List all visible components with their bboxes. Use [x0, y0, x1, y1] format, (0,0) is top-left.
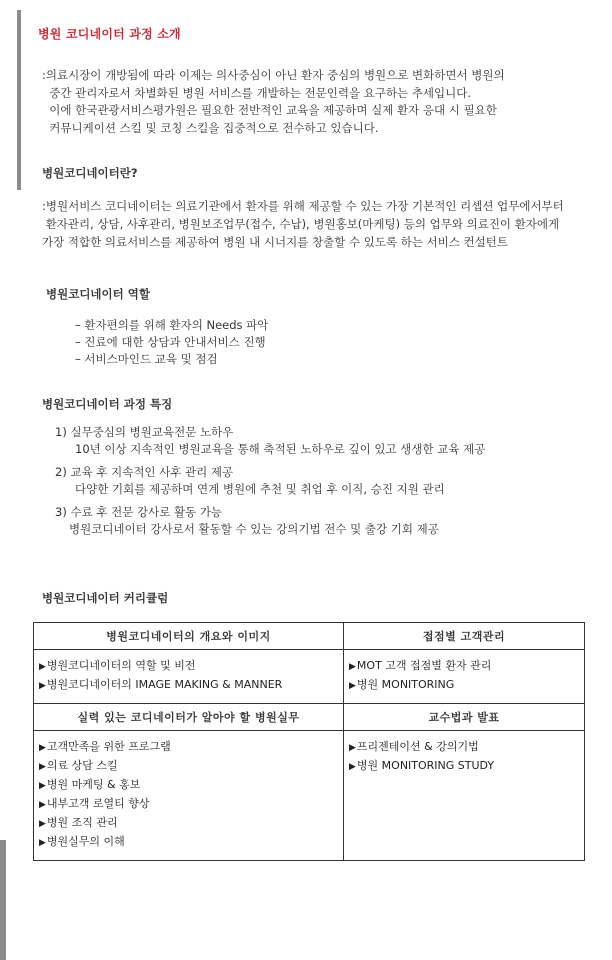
feature-title: 2) 교육 후 지속적인 사후 관리 제공: [55, 465, 234, 479]
curriculum-item: [39, 738, 339, 757]
triangle-bullet-icon: ▶: [39, 800, 46, 810]
curriculum-header: 병원코디네이터의 개요와 이미지: [34, 623, 344, 650]
feature-title: 3) 수료 후 전문 강사로 활동 가능: [55, 505, 223, 519]
curriculum-cell: [34, 731, 344, 861]
curriculum-item: [349, 676, 580, 695]
role-list: [75, 317, 268, 368]
curriculum-cell: [34, 650, 344, 704]
intro-line: :의료시장이 개방됨에 따라 이제는 의사중심이 아닌 환자 중심의 병원으로 변화하면서 병원의: [42, 68, 505, 82]
triangle-bullet-icon: ▶: [39, 662, 46, 672]
curriculum-item: [39, 657, 339, 676]
curriculum-item-text: 병원실무의 이해: [46, 835, 125, 848]
role-heading: 병원코디네이터 역할: [46, 287, 150, 301]
left-accent-bar: [17, 10, 21, 190]
triangle-bullet-icon: ▶: [349, 681, 356, 691]
curriculum-item-text: 병원 MONITORING: [356, 678, 455, 691]
curriculum-item-text: 고객만족을 위한 프로그램: [46, 740, 171, 753]
curriculum-item: [39, 795, 339, 814]
curriculum-item: [39, 757, 339, 776]
triangle-bullet-icon: ▶: [349, 662, 356, 672]
curriculum-item-text: 병원 마케팅 & 홍보: [46, 778, 141, 791]
intro-line: 중간 관리자로서 차별화된 병원 서비스를 개발하는 전문인력을 요구하는 추세입니다.: [42, 85, 472, 100]
features-heading: 병원코디네이터 과정 특징: [42, 397, 173, 411]
intro-line: 커뮤니케이션 스킬 및 코칭 스킬을 집중적으로 전수하고 있습니다.: [42, 120, 379, 135]
curriculum-item-text: 병원 MONITORING STUDY: [356, 759, 495, 772]
curriculum-item-text: 프리젠테이션 & 강의기법: [356, 740, 479, 753]
role-item: – 서비스마인드 교육 및 점검: [75, 352, 218, 366]
page-title: 병원 코디네이터 과정 소개: [38, 27, 181, 41]
triangle-bullet-icon: ▶: [349, 743, 356, 753]
curriculum-cell: [344, 650, 585, 704]
curriculum-item-text: 병원코디네이터의 IMAGE MAKING & MANNER: [46, 678, 283, 691]
features-list: [55, 424, 485, 544]
curriculum-item: [39, 676, 339, 695]
curriculum-cell: [344, 731, 585, 861]
curriculum-item-text: MOT 고객 접점별 환자 관리: [356, 659, 492, 672]
curriculum-table: [33, 622, 585, 861]
what-line: 가장 적합한 의료서비스를 제공하여 병원 내 시너지를 창출할 수 있도록 하는 서비스 컨설턴트: [42, 235, 509, 249]
triangle-bullet-icon: ▶: [39, 681, 46, 691]
intro-paragraph: [42, 67, 505, 137]
curriculum-item: [349, 757, 580, 776]
curriculum-heading: 병원코디네이터 커리큘럼: [42, 591, 169, 605]
curriculum-item: [39, 833, 339, 852]
triangle-bullet-icon: ▶: [39, 838, 46, 848]
triangle-bullet-icon: ▶: [39, 743, 46, 753]
feature-desc: 10년 이상 지속적인 병원교육을 통해 축적된 노하우로 깊이 있고 생생한 교육 제공: [75, 442, 486, 456]
what-paragraph: [42, 197, 564, 251]
curriculum-item-text: 내부고객 로열티 향상: [46, 797, 150, 810]
what-line: 환자관리, 상담, 사후관리, 병원보조업무(접수, 수납), 병원홍보(마케팅) 등의 업무와 의료진이 환자에게: [42, 217, 560, 231]
bottom-accent-bar: [0, 840, 6, 960]
curriculum-header: 실력 있는 코디네이터가 알아야 할 병원실무: [34, 704, 344, 731]
curriculum-header: 교수법과 발표: [344, 704, 585, 731]
curriculum-item: [39, 814, 339, 833]
role-item: – 환자편의를 위해 환자의 Needs 파악: [75, 318, 269, 332]
what-line: :병원서비스 코디네이터는 의료기관에서 환자를 위해 제공할 수 있는 가장 기본적인 리셉션 업무에서부터: [42, 199, 564, 213]
feature-desc: 병원코디네이터 강사로서 활동할 수 있는 강의기법 전수 및 출강 기회 제공: [69, 522, 439, 536]
what-heading: 병원코디네이터란?: [42, 166, 138, 180]
curriculum-item-text: 병원코디네이터의 역할 및 비전: [46, 659, 196, 672]
role-item: – 진료에 대한 상담과 안내서비스 진행: [75, 335, 266, 349]
feature-title: 1) 실무중심의 병원교육전문 노하우: [55, 425, 234, 439]
feature-desc: 다양한 기회를 제공하며 연계 병원에 추천 및 취업 후 이직, 승진 지원 관리: [75, 482, 445, 496]
triangle-bullet-icon: ▶: [39, 762, 46, 772]
curriculum-item: [39, 776, 339, 795]
curriculum-item: [349, 657, 580, 676]
curriculum-item-text: 의료 상담 스킬: [46, 759, 118, 772]
curriculum-item: [349, 738, 580, 757]
triangle-bullet-icon: ▶: [39, 819, 46, 829]
triangle-bullet-icon: ▶: [349, 762, 356, 772]
curriculum-header: 접점별 고객관리: [344, 623, 585, 650]
intro-line: 이에 한국관광서비스평가원은 필요한 전반적인 교육을 제공하며 실제 환자 응대 시 필요한: [42, 103, 497, 117]
triangle-bullet-icon: ▶: [39, 781, 46, 791]
curriculum-item-text: 병원 조직 관리: [46, 816, 118, 829]
